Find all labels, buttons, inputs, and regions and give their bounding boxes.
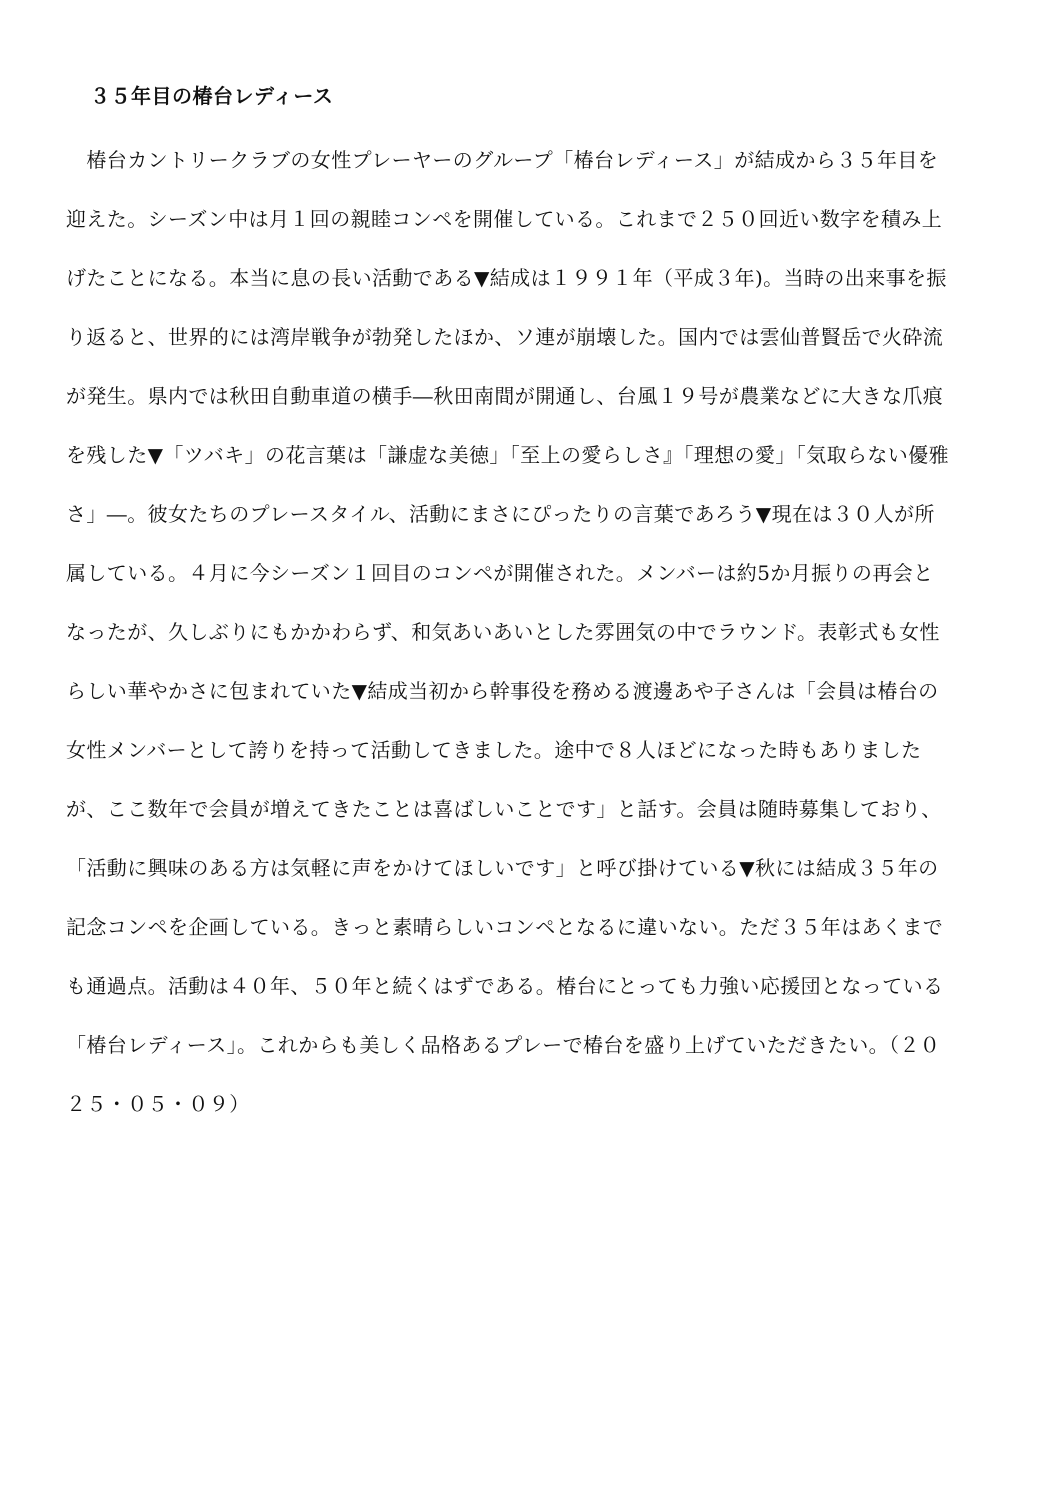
body-line: 「椿台レディース」。これからも美しく品格あるプレーで椿台を盛り上げていただきたい。（２０	[66, 1033, 941, 1057]
body-line: が、ここ数年で会員が増えてきたことは喜ばしいことです」と話す。会員は随時募集しており、	[66, 797, 942, 821]
body-line: 女性メンバーとして誇りを持って活動してきました。途中で８人ほどになった時もありました	[66, 738, 922, 762]
body-line: が発生。県内では秋田自動車道の横手―秋田南間が開通し、台風１９号が農業などに大きな爪痕	[66, 384, 944, 408]
body-line: 記念コンペを企画している。きっと素晴らしいコンペとなるに違いない。ただ３５年はあくまで	[66, 915, 944, 939]
body-line: さ」―。彼女たちのプレースタイル、活動にまさにぴったりの言葉であろう▼現在は３０人が所	[66, 502, 935, 526]
body-line: を残した▼「ツバキ」の花言葉は「謙虚な美徳」「至上の愛らしさ』「理想の愛」「気取らない優雅	[66, 443, 949, 467]
body-line: 椿台カントリークラブの女性プレーヤーのグループ「椿台レディース」が結成から３５年目を	[66, 148, 939, 172]
body-line: らしい華やかさに包まれていた▼結成当初から幹事役を務める渡邊あや子さんは「会員は椿台の	[66, 679, 939, 703]
body-line: なったが、久しぶりにもかかわらず、和気あいあいとした雰囲気の中でラウンド。表彰式も女性	[66, 620, 940, 644]
article-title: ３５年目の椿台レディース	[90, 84, 334, 108]
body-line: ２５・０５・０９）	[66, 1092, 250, 1116]
body-line: り返ると、世界的には湾岸戦争が勃発したほか、ソ連が崩壊した。国内では雲仙普賢岳で火砕流	[66, 325, 944, 349]
body-line: げたことになる。本当に息の長い活動である▼結成は１９９１年（平成３年)。当時の出来事を振	[66, 266, 947, 290]
article-body	[66, 145, 996, 1148]
body-line: も通過点。活動は４０年、５０年と続くはずである。椿台にとっても力強い応援団となっている	[66, 974, 944, 998]
body-line: 「活動に興味のある方は気軽に声をかけてほしいです」と呼び掛けている▼秋には結成３５年の	[66, 856, 939, 880]
body-line: 属している。４月に今シーズン１回目のコンペが開催された。メンバーは約5か月振りの再会と	[66, 561, 934, 585]
body-line: 迎えた。シーズン中は月１回の親睦コンペを開催している。これまで２５０回近い数字を積み上	[66, 207, 943, 231]
